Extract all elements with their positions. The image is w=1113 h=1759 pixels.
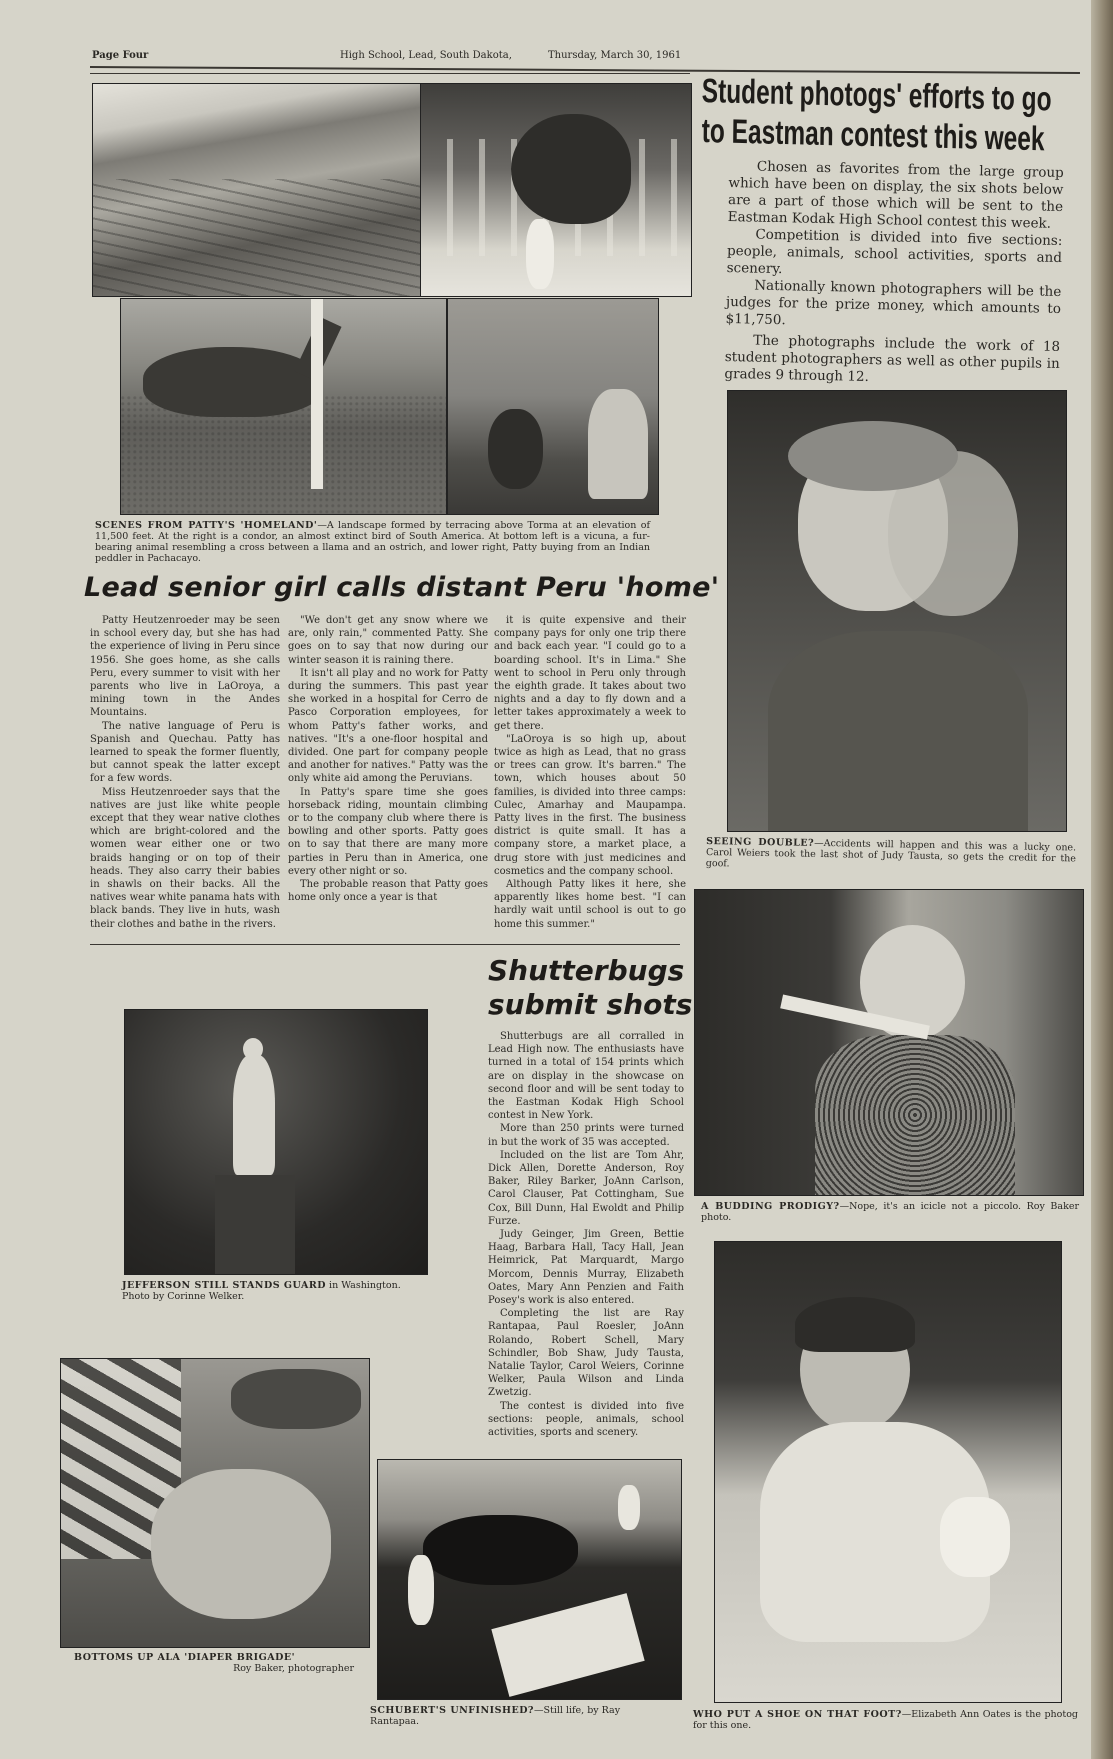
shoe-on-foot-caption — [693, 1709, 1078, 1731]
photo-condor — [420, 83, 692, 297]
caption-text: —Elizabeth Ann Oates is the photog for this one. — [693, 1709, 1078, 1731]
seeing-double-caption — [706, 836, 1077, 875]
peru-column-1 — [90, 614, 280, 931]
paragraph: In Patty's spare time she goes horseback riding, mountain climbing or to the company club where there is bowling and other sports. Patty goes on to say that there are many more parties in Peru than in America, one every other night or so. — [288, 786, 488, 877]
paragraph: Miss Heutzenroeder says that the natives are just like white people except that they wear native clothes which are bright-colored and the women wear either one or two braids hanging or on top of their heads. They also carry their babies in shawls on their backs. All the natives wear white panama hats with black bands. They live in huts, wash their clothes and bathe in the rivers. — [90, 786, 280, 930]
issue-date: Thursday, March 30, 1961 — [548, 50, 682, 61]
paragraph: Nationally known photographers will be the judges for the prize money, which amounts to $11,750. — [725, 277, 1062, 329]
paragraph: It isn't all play and no work for Patty during the summers. This past year she worked in a hospital for Cerro de Pasco Corporation employees, for whom Patty's father works, and natives. "It's a one-floor hospital and divided. One part for company people and another for natives." Patty was the only white aid among the Peruvians. — [288, 667, 488, 785]
peru-column-2 — [288, 614, 488, 904]
caption-lead: JEFFERSON STILL STANDS GUARD — [122, 1280, 327, 1291]
paragraph: More than 250 prints were turned in but the work of 35 was accepted. — [488, 1123, 684, 1148]
caption-lead: SEEING DOUBLE? — [706, 836, 815, 849]
paragraph: Shutterbugs are all corralled in Lead High now. The enthusiasts have turned in a total of 154 prints which are on display in the showcase on second floor and will be sent today to the Eastman Kodak High School contest in New York. — [488, 1031, 684, 1122]
paragraph: Included on the list are Tom Ahr, Dick Allen, Dorette Anderson, Roy Baker, Riley Barker, JoAnn Carlson, Carol Clauser, Pat Cottingham, Sue Cox, Bill Dunn, Hal Ewoldt and Philip Furze. — [488, 1149, 684, 1227]
paragraph: Judy Geinger, Jim Green, Bettie Haag, Barbara Hall, Tacy Hall, Jean Heimrick, Pat Marquardt, Margo Morcom, Dennis Murray, Elizabeth Oates, Mary Ann Penzien and Faith Posey's work is also entered. — [488, 1229, 684, 1307]
paragraph: The contest is divided into five sections: people, animals, school activities, sports and scenery. — [488, 1400, 684, 1439]
photo-terraced-landscape — [92, 83, 422, 297]
paragraph: The photographs include the work of 18 student photographers as well as other pupils in grades 9 through 12. — [724, 332, 1061, 385]
peru-headline: Lead senior girl calls distant Peru 'home' — [84, 572, 720, 603]
peru-photos-caption — [95, 520, 650, 564]
photo-shoe-on-foot — [714, 1241, 1062, 1703]
caption-text: —Still life, by Ray Rantapaa. — [370, 1705, 621, 1727]
photo-schubert — [377, 1459, 682, 1700]
shutterbugs-column — [488, 1030, 684, 1439]
caption-text: —A landscape formed by terracing above Torma at an elevation of 11,500 feet. At the right is a condor, an almost extinct bird of South America. At bottom left is a vicuna, a fur-bearing animal resembling a cross between a llama and an ostrich, and lower right, Patty buying from an Indian peddler in Pachacayo. — [95, 520, 650, 564]
schubert-caption — [370, 1705, 670, 1727]
photo-jefferson — [124, 1009, 428, 1275]
paragraph: The probable reason that Patty goes home only once a year is that — [288, 879, 488, 904]
paragraph: Patty Heutzenroeder may be seen in school every day, but she has had the experience of living in Peru since 1956. She goes home, as she calls Peru, every summer to visit with her parents who live in LaOroya, a mining town in the Andes Mountains. — [90, 615, 280, 719]
caption-text: —Nope, it's an icicle not a piccolo. Roy Baker photo. — [701, 1201, 1079, 1223]
photo-vicuna — [120, 298, 447, 515]
masthead: High School, Lead, South Dakota, — [340, 50, 512, 61]
eastman-headline-line1: Student photogs' efforts to go — [701, 72, 1052, 119]
paragraph: Completing the list are Ray Rantapaa, Paul Roesler, JoAnn Rolando, Robert Schell, Mary Schindler, Bob Shaw, Judy Tausta, Natalie Taylor, Carol Weiers, Corinne Welker, Paula Wilson and Linda Zwetzig. — [488, 1308, 684, 1399]
caption-text: —Accidents will happen and this was a lucky one. Carol Weiers took the last shot of Judy Tausta, so gets the credit for the goof. — [705, 837, 1077, 870]
binding-edge — [1091, 0, 1113, 1759]
paragraph: "LaOroya is so high up, about twice as high as Lead, that no grass or trees can grow. It's barren." The town, which houses about 50 families, is divided into three camps: Culec, Amarhay and Maupampa. Patty lives in the first. The business district is quite small. It has a company store, a market place, a drug store with just medicines and cosmetics and the company school. — [494, 733, 686, 877]
eastman-body — [724, 158, 1064, 390]
paragraph: it is quite expensive and their company pays for only one trip there and back each year. "I could go to a boarding school. It's in Lima." She went to school in Peru only through the eighth grade. It takes about two nights and a day to fly down and a letter takes approximately a week to get there. — [494, 615, 686, 732]
photo-indian-peddler — [447, 298, 659, 515]
header-rule-thin — [90, 73, 690, 74]
shutterbugs-headline-line2: submit shots — [488, 988, 693, 1021]
caption-lead: BOTTOMS UP ALA 'DIAPER BRIGADE' — [74, 1652, 295, 1663]
caption-text: Roy Baker, photographer — [233, 1663, 354, 1674]
photo-seeing-double — [727, 390, 1067, 832]
paragraph: Competition is divided into five sections: people, animals, school activities, sports and scenery. — [726, 226, 1063, 278]
caption-lead: A BUDDING PRODIGY? — [701, 1201, 840, 1212]
article-divider — [90, 944, 680, 945]
caption-text: in Washington. Photo by Corinne Welker. — [122, 1280, 401, 1302]
paragraph: The native language of Peru is Spanish and Quechau. Patty has learned to speak the former fluently, but cannot speak the latter except for a few words. — [90, 720, 280, 785]
paragraph: "We don't get any snow where we are, only rain," commented Patty. She goes on to say that now during our winter season it is raining there. — [288, 615, 488, 666]
eastman-headline-line2: to Eastman contest this week — [701, 112, 1045, 159]
caption-lead: SCHUBERT'S UNFINISHED? — [370, 1705, 534, 1716]
photo-budding-prodigy — [694, 889, 1084, 1196]
paragraph: Chosen as favorites from the large group which have been on display, the six shots below are a part of those which will be sent to the Eastman Kodak High School contest this week. — [727, 158, 1064, 232]
caption-lead: SCENES FROM PATTY'S 'HOMELAND' — [95, 520, 318, 531]
shutterbugs-headline-line1: Shutterbugs — [488, 954, 685, 987]
diaper-brigade-caption — [74, 1652, 354, 1674]
budding-prodigy-caption — [701, 1201, 1079, 1223]
jefferson-caption — [122, 1280, 422, 1302]
photo-diaper-brigade — [60, 1358, 370, 1648]
paragraph: Although Patty likes it here, she apparently likes home best. "I can hardly wait until school is out to go home this summer." — [494, 879, 686, 930]
page-label: Page Four — [92, 50, 149, 61]
peru-column-3 — [494, 614, 686, 931]
caption-lead: WHO PUT A SHOE ON THAT FOOT? — [693, 1709, 902, 1720]
